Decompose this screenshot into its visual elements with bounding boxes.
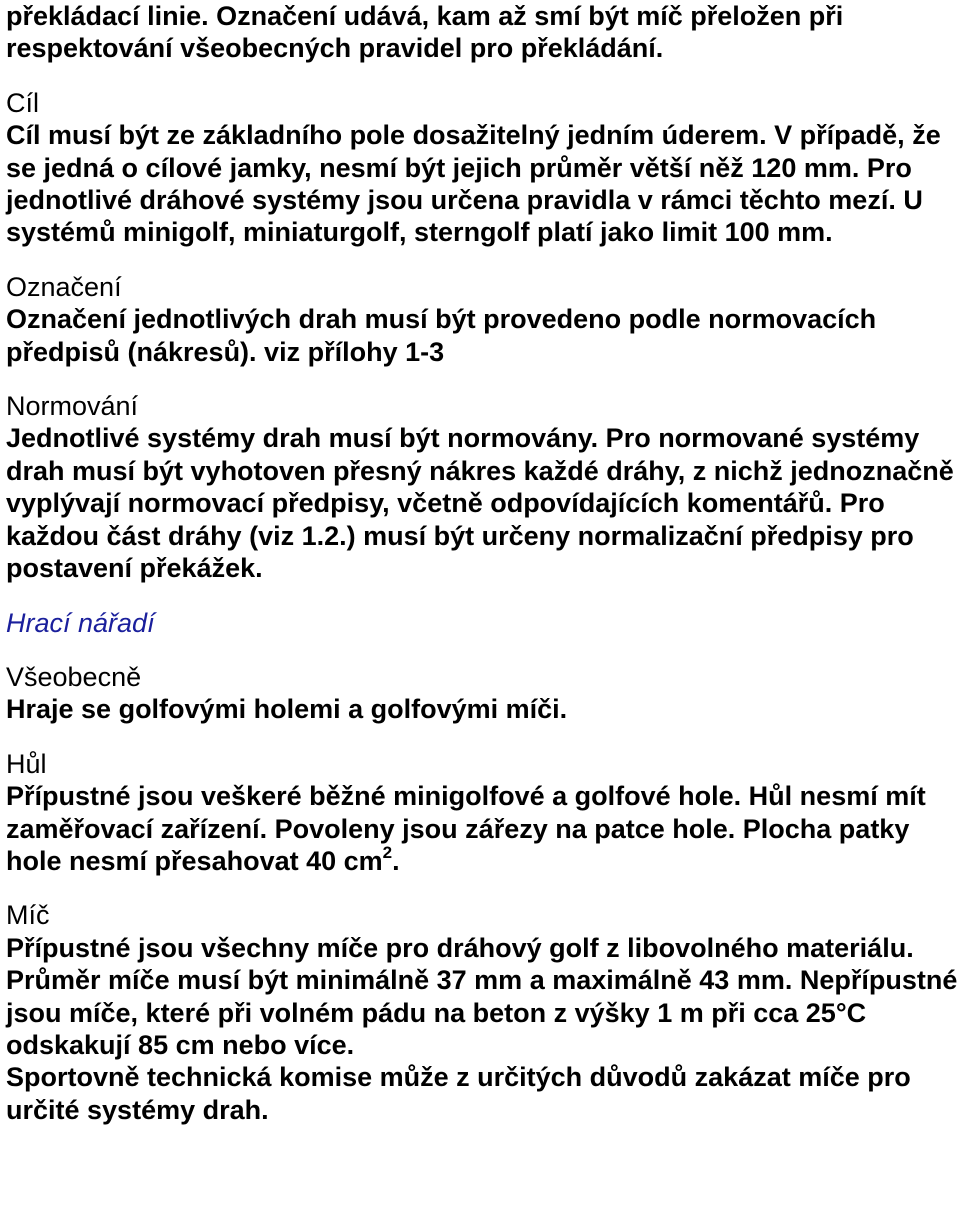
cil-heading: Cíl: [6, 87, 39, 118]
normovani-heading: Normování: [6, 391, 139, 422]
hul-heading: Hůl: [6, 748, 47, 779]
vseobecne-paragraph: Hraje se golfovými holemi a golfovými míči.: [6, 694, 568, 725]
hul-end: .: [392, 845, 400, 876]
hul-paragraph: [6, 780, 960, 877]
oznaceni-paragraph: Označení jednotlivých drah musí být provedeno podle normovacích předpisů (nákresů). viz přílohy 1-3: [6, 304, 877, 367]
hul-text: Přípustné jsou veškeré běžné minigolfové a golfové hole. Hůl nesmí mít zaměřovací zařízení. Povoleny jsou zářezy na patce hole. Plocha patky hole nesmí přesahovat 40 cm: [6, 781, 926, 876]
mic-paragraph-2: Sportovně technická komise může z určitých důvodů zakázat míče pro určité systémy drah.: [6, 1062, 911, 1125]
vseobecne-heading: Všeobecně: [6, 661, 142, 692]
section-heading: Hrací nářadí: [6, 607, 155, 638]
mic-paragraph: Přípustné jsou všechny míče pro dráhový golf z libovolného materiálu. Průměr míče musí být minimálně 37 mm a maximálně 43 mm. Nepřípustné jsou míče, které při volném pádu na beton z výšky 1 m při cca 25°C odskakují 85 cm nebo více.: [6, 932, 958, 1060]
normovani-paragraph: Jednotlivé systémy drah musí být normovány. Pro normované systémy drah musí být vyhotoven přesný nákres každé dráhy, z nichž jednoznačně vyplývají normovací předpisy, včetně odpovídajících komentářů. Pro každou část dráhy (viz 1.2.) musí být určeny normalizační předpisy pro postavení překážek.: [6, 423, 954, 584]
intro-paragraph: překládací linie. Označení udává, kam až smí být míč přeložen při respektování všeobecných pravidel pro překládání.: [6, 1, 844, 64]
hul-superscript: 2: [382, 842, 393, 862]
mic-heading: Míč: [6, 900, 50, 931]
cil-paragraph: Cíl musí být ze základního pole dosažitelný jedním úderem. V případě, že se jedná o cílové jamky, nesmí být jejich průměr větší něž 120 mm. Pro jednotlivé dráhové systémy jsou určena pravidla v rámci těchto mezí. U systémů minigolf, miniaturgolf, sterngolf platí jako limit 100 mm.: [6, 120, 941, 248]
oznaceni-heading: Označení: [6, 271, 122, 302]
